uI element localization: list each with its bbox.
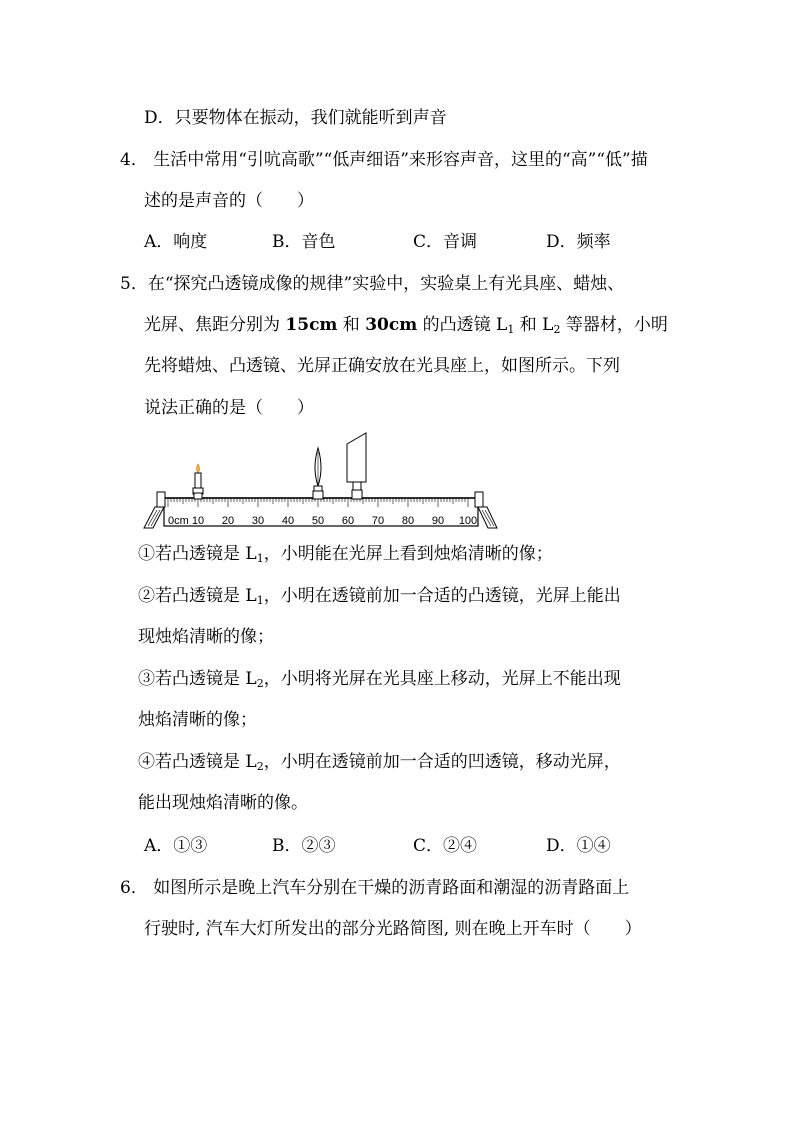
convex-lens <box>313 448 323 499</box>
scale-label: 40 <box>281 515 295 527</box>
scale-label: 70 <box>371 515 385 527</box>
q5-option-c: C．②④ <box>413 836 478 856</box>
scale-label: 30 <box>251 515 265 527</box>
screen-panel <box>347 433 366 482</box>
candle <box>193 464 203 499</box>
q3-option-d: D．只要物体在振动，我们就能听到声音 <box>144 108 447 128</box>
q4-stem-line1: 4． 生活中常用“引吭高歌”“低声细语”来形容声音，这里的“高”“低”描 <box>120 150 648 170</box>
bench-left-end <box>157 492 165 507</box>
q5-option-d: D．①④ <box>546 836 611 856</box>
scale-label: 80 <box>401 515 415 527</box>
scale-label: 20 <box>221 515 235 527</box>
bench-right-end <box>475 492 483 507</box>
q4-option-d: D．频率 <box>546 232 611 252</box>
bench-right-leg <box>478 507 497 528</box>
q6-stem-line2: 行驶时, 汽车大灯所发出的部分光路简图, 则在晚上开车时（ ） <box>144 919 642 939</box>
q5-statement-1: ①若凸透镜是 $L_1$，小明能在光屏上看到烛焰清晰的像； <box>138 544 553 565</box>
q5-option-a: A．①③ <box>144 836 208 856</box>
scale-label: 0cm <box>168 515 189 527</box>
q5-stem-line3: 先将蜡烛、凸透镜、光屏正确安放在光具座上，如图所示。下列 <box>144 356 620 376</box>
q5-options <box>0 834 794 858</box>
q5-statement-3-cont: 烛焰清晰的像； <box>138 710 257 730</box>
q5-statement-3: ③若凸透镜是 $L_2$，小明将光屏在光具座上移动，光屏上不能出现 <box>138 669 621 690</box>
q5-stem-line2: 光屏、焦距分别为 15cm 和 30cm 的凸透镜 $L_1$ 和 $L_2$ 等器材，小明 <box>144 315 668 336</box>
q5-option-b: B．②③ <box>272 836 336 856</box>
q5-statement-2-cont: 现烛焰清晰的像； <box>138 627 274 647</box>
q6-stem-line1: 6． 如图所示是晚上汽车分别在干燥的沥青路面和潮湿的沥青路面上 <box>120 878 630 898</box>
light-screen <box>347 433 366 499</box>
q4-option-c: C．音调 <box>413 232 478 252</box>
q5-stem-line1: 5．在“探究凸透镜成像的规律”实验中，实验桌上有光具座、蜡烛、 <box>120 274 625 294</box>
optical-bench-figure <box>138 428 500 532</box>
scale-label: 60 <box>341 515 355 527</box>
candle-flame <box>197 464 200 473</box>
q4-options <box>0 230 794 254</box>
q4-stem-line2: 述的是声音的（ ） <box>144 191 314 211</box>
scale-label: 100 <box>458 515 478 527</box>
q4-option-a: A．响度 <box>144 232 208 252</box>
q4-option-b: B．音色 <box>272 232 336 252</box>
q5-statement-2: ②若凸透镜是 $L_1$，小明在透镜前加一合适的凸透镜，光屏上能出 <box>138 586 621 607</box>
q5-statement-4: ④若凸透镜是 $L_2$，小明在透镜前加一合适的凹透镜，移动光屏， <box>138 752 621 773</box>
scale-label: 50 <box>311 515 325 527</box>
bench-left-leg <box>144 507 164 528</box>
q5-stem-line4: 说法正确的是（ ） <box>144 398 314 418</box>
scale-label: 90 <box>431 515 445 527</box>
candle-body <box>195 473 201 489</box>
q5-statement-4-cont: 能出现烛焰清晰的像。 <box>138 793 308 813</box>
scale-label: 10 <box>191 515 205 527</box>
